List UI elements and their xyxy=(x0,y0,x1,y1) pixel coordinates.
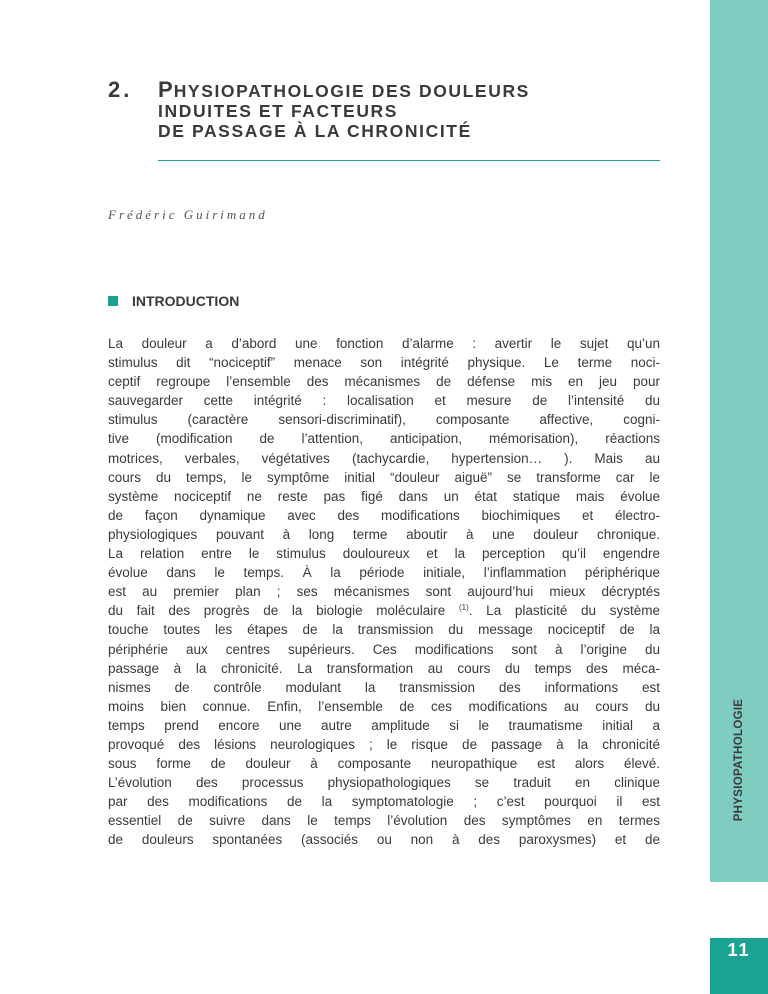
body-line-with-footnote xyxy=(108,601,660,620)
body-line: physiologiques pouvant à long terme aboutir à une douleur chronique. xyxy=(108,526,660,542)
body-line: ceptif regroupe l’ensemble des mécanismes de défense mis en jeu pour xyxy=(108,374,660,390)
section-heading-text: INTRODUCTION xyxy=(132,293,240,309)
body-line: passage à la chronicité. La transformation au cours du temps des méca- xyxy=(108,660,660,676)
body-line: système nociceptif ne reste pas figé dans un état statique mais évolue xyxy=(108,488,660,504)
body-line: temps prend encore une autre amplitude si le traumatisme initial a xyxy=(108,717,660,733)
body-line: touche toutes les étapes de la transmission du message nociceptif de la xyxy=(108,622,660,638)
chapter-title-line3: DE PASSAGE À LA CHRONICITÉ xyxy=(158,121,472,141)
chapter-number: 2. xyxy=(108,77,133,102)
body-line: motrices, verbales, végétatives (tachycardie, hypertension… ). Mais au xyxy=(108,450,660,466)
section-heading xyxy=(108,293,239,309)
body-line: stimulus (caractère sensori-discriminatif), composante affective, cogni- xyxy=(108,412,660,428)
title-divider xyxy=(158,160,660,161)
chapter-title-line2: INDUITES ET FACTEURS xyxy=(158,101,399,121)
body-line: est au premier plan ; ses mécanismes sont aujourd’hui mieux décryptés xyxy=(108,584,660,600)
body-line: provoqué des lésions neurologiques ; le risque de passage à la chronicité xyxy=(108,736,660,752)
side-section-label: PHYSIOPATHOLOGIE xyxy=(733,698,745,822)
body-line: de douleurs spontanées (associés ou non à des paroxysmes) et de xyxy=(108,832,660,848)
body-line: périphérie aux centres supérieurs. Ces modifications sont à l’origine du xyxy=(108,641,660,657)
body-line: de façon dynamique avec des modifications biochimiques et électro- xyxy=(108,507,660,523)
body-line: moins bien connue. Enfin, l’ensemble de ces modifications au cours du xyxy=(108,698,660,714)
body-line: cours du temps, le symptôme initial “douleur aiguë” se transforme car le xyxy=(108,469,660,485)
body-line: par des modifications de la symptomatologie ; c’est pourquoi il est xyxy=(108,794,660,810)
footnote-reference: (1) xyxy=(458,603,469,613)
body-line: La relation entre le stimulus douloureux et la perception qu’il engendre xyxy=(108,546,660,562)
body-line: sauvegarder cette intégrité : localisation et mesure de l’intensité du xyxy=(108,393,660,409)
body-line: nismes de contrôle modulant la transmission des informations est xyxy=(108,679,660,695)
body-line: sous forme de douleur à composante neuropathique est alors élevé. xyxy=(108,756,660,772)
chapter-title-initial: P xyxy=(158,77,174,102)
page-number: 11 xyxy=(727,940,751,960)
chapter-title xyxy=(108,77,530,141)
body-line: essentiel de suivre dans le temps l’évolution des symptômes en termes xyxy=(108,813,660,829)
body-line: La douleur a d’abord une fonction d’alarme : avertir le sujet qu’un xyxy=(108,336,660,351)
body-line: évolue dans le temps. À la période initiale, l’inflammation périphérique xyxy=(108,565,660,581)
body-line: L’évolution des processus physiopathologiques se traduit en clinique xyxy=(108,775,660,791)
body-line: tive (modification de l’attention, anticipation, mémorisation), réactions xyxy=(108,431,660,447)
body-line-part: . La plasticité du système xyxy=(468,603,660,619)
square-bullet-icon xyxy=(108,296,118,306)
body-line: stimulus dit “nociceptif” menace son intégrité physique. Le terme noci- xyxy=(108,355,660,371)
body-text xyxy=(108,334,660,850)
author-name: Frédéric Guirimand xyxy=(108,207,268,222)
chapter-title-line1: HYSIOPATHOLOGIE DES DOULEURS xyxy=(173,81,530,101)
body-line-part: du fait des progrès de la biologie moléculaire xyxy=(108,603,446,619)
